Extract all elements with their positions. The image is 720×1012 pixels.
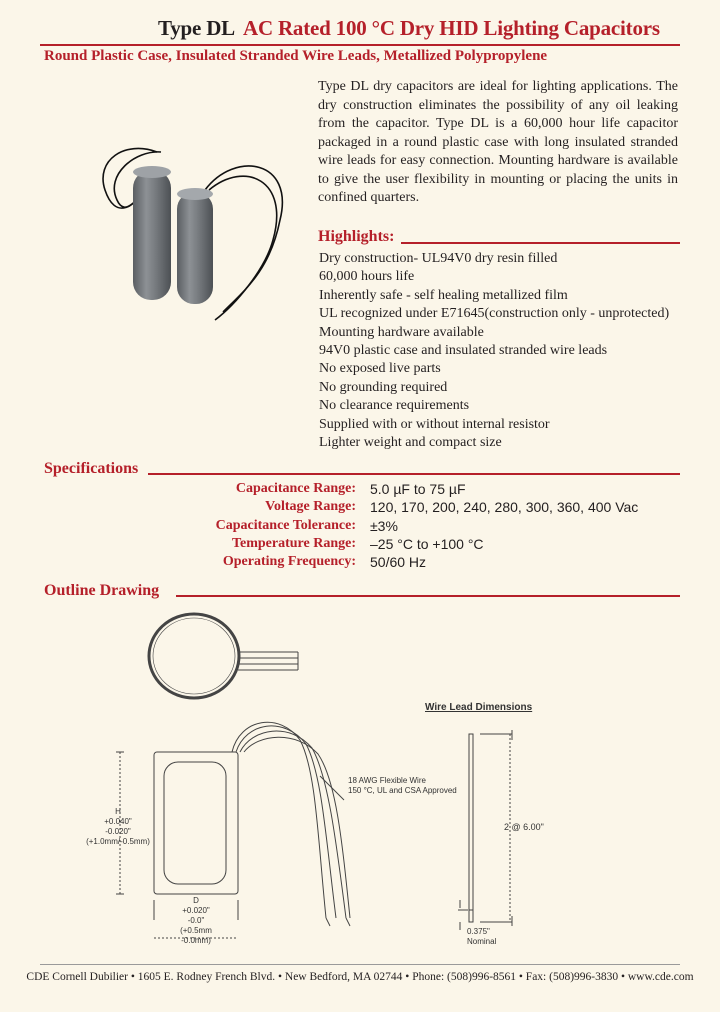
list-item: No exposed live parts: [319, 361, 441, 377]
spec-label: Temperature Range:: [231, 536, 356, 552]
diameter-dim-minus: -0.0": [187, 916, 205, 925]
spec-value: ±3%: [370, 517, 398, 534]
list-item: No clearance requirements: [319, 398, 470, 414]
title-text: AC Rated 100 °C Dry HID Lighting Capacitors: [242, 16, 660, 40]
height-dim-label: H: [115, 807, 121, 816]
type-label: Type DL: [158, 16, 235, 40]
highlights-list: [319, 250, 669, 452]
page-subtitle: Round Plastic Case, Insulated Stranded Wire Leads, Metallized Polypropylene: [44, 48, 548, 64]
table-row: [60, 480, 638, 498]
highlights-heading: Highlights:: [318, 228, 395, 245]
specifications-table: [60, 480, 638, 571]
table-row: [60, 498, 638, 516]
photo-capacitor-large: [133, 170, 171, 300]
list-item: 94V0 plastic case and insulated stranded wire leads: [319, 343, 608, 359]
wire-note-line1: 18 AWG Flexible Wire: [348, 776, 426, 785]
strip-length-note: Nominal: [467, 937, 497, 946]
top-view: [149, 614, 298, 698]
diameter-dim-plus: +0.020": [182, 906, 210, 915]
highlights-rule: [401, 242, 680, 244]
list-item: Mounting hardware available: [319, 324, 484, 340]
lead-length-label: 2 @ 6.00": [504, 822, 544, 832]
list-item: Dry construction- UL94V0 dry resin filled: [319, 251, 558, 266]
specifications-rule: [148, 473, 680, 475]
page-title: [158, 16, 660, 41]
height-dim-plus: +0.040": [104, 817, 132, 826]
specifications-heading: Specifications: [44, 460, 139, 477]
height-dim-minus: -0.020": [105, 827, 131, 836]
list-item: Supplied with or without internal resistor: [319, 416, 550, 432]
footer-contact: CDE Cornell Dubilier • 1605 E. Rodney French Blvd. • New Bedford, MA 02744 • Phone: (508)996-8561 • Fax: (508)996-3830 • www.cde.com: [26, 971, 694, 983]
strip-length-value: 0.375": [467, 927, 490, 936]
photo-wire: [209, 176, 277, 320]
spec-value: 120, 170, 200, 240, 280, 300, 360, 400 Vac: [370, 499, 639, 516]
spec-value: –25 °C to +100 °C: [370, 536, 484, 553]
list-item: 60,000 hours life: [319, 269, 415, 285]
intro-paragraph: Type DL dry capacitors are ideal for lighting applications. The dry construction eliminates the possibility of any oil leaking from the capacitor. Type DL is a 60,000 hour life capacitor packaged in a round plastic case with long insulated stranded wire leads for easy connection. Mounting hardware is available to give the user flexibility in mounting or placing the units in confined quarters.: [318, 79, 678, 205]
photo-wire: [205, 166, 282, 312]
title-rule: [40, 44, 680, 46]
table-row: [60, 535, 638, 553]
outline-drawing: [60, 600, 680, 960]
list-item: Inherently safe - self healing metallized film: [319, 287, 568, 303]
table-row: [60, 553, 638, 571]
wire-lead-title: Wire Lead Dimensions: [425, 702, 533, 713]
list-item: UL recognized under E71645(construction only - unprotected): [319, 306, 670, 322]
product-photo: [95, 140, 305, 340]
spec-label: Voltage Range:: [265, 499, 356, 515]
diameter-dim-metric-minus: -0.0mm): [181, 936, 211, 945]
list-item: No grounding required: [319, 379, 448, 395]
spec-label: Capacitance Range:: [235, 481, 356, 497]
spec-value: 50/60 Hz: [370, 554, 427, 571]
diameter-dim-metric-plus: (+0.5mm: [180, 926, 212, 935]
footer-rule: [40, 964, 680, 965]
outline-heading: Outline Drawing: [44, 582, 160, 599]
wire-note-line2: 150 °C, UL and CSA Approved: [348, 786, 457, 795]
spec-label: Capacitance Tolerance:: [215, 517, 356, 533]
spec-label: Operating Frequency:: [222, 554, 356, 570]
outline-rule: [176, 595, 680, 597]
table-row: [60, 517, 638, 535]
height-dim-metric: (+1.0mm/-0.5mm): [86, 837, 150, 846]
diameter-dim-label: D: [193, 896, 199, 905]
photo-capacitor-small: [177, 192, 213, 304]
spec-value: 5.0 µF to 75 µF: [370, 481, 466, 498]
list-item: Lighter weight and compact size: [319, 435, 502, 451]
side-view: [116, 722, 350, 938]
